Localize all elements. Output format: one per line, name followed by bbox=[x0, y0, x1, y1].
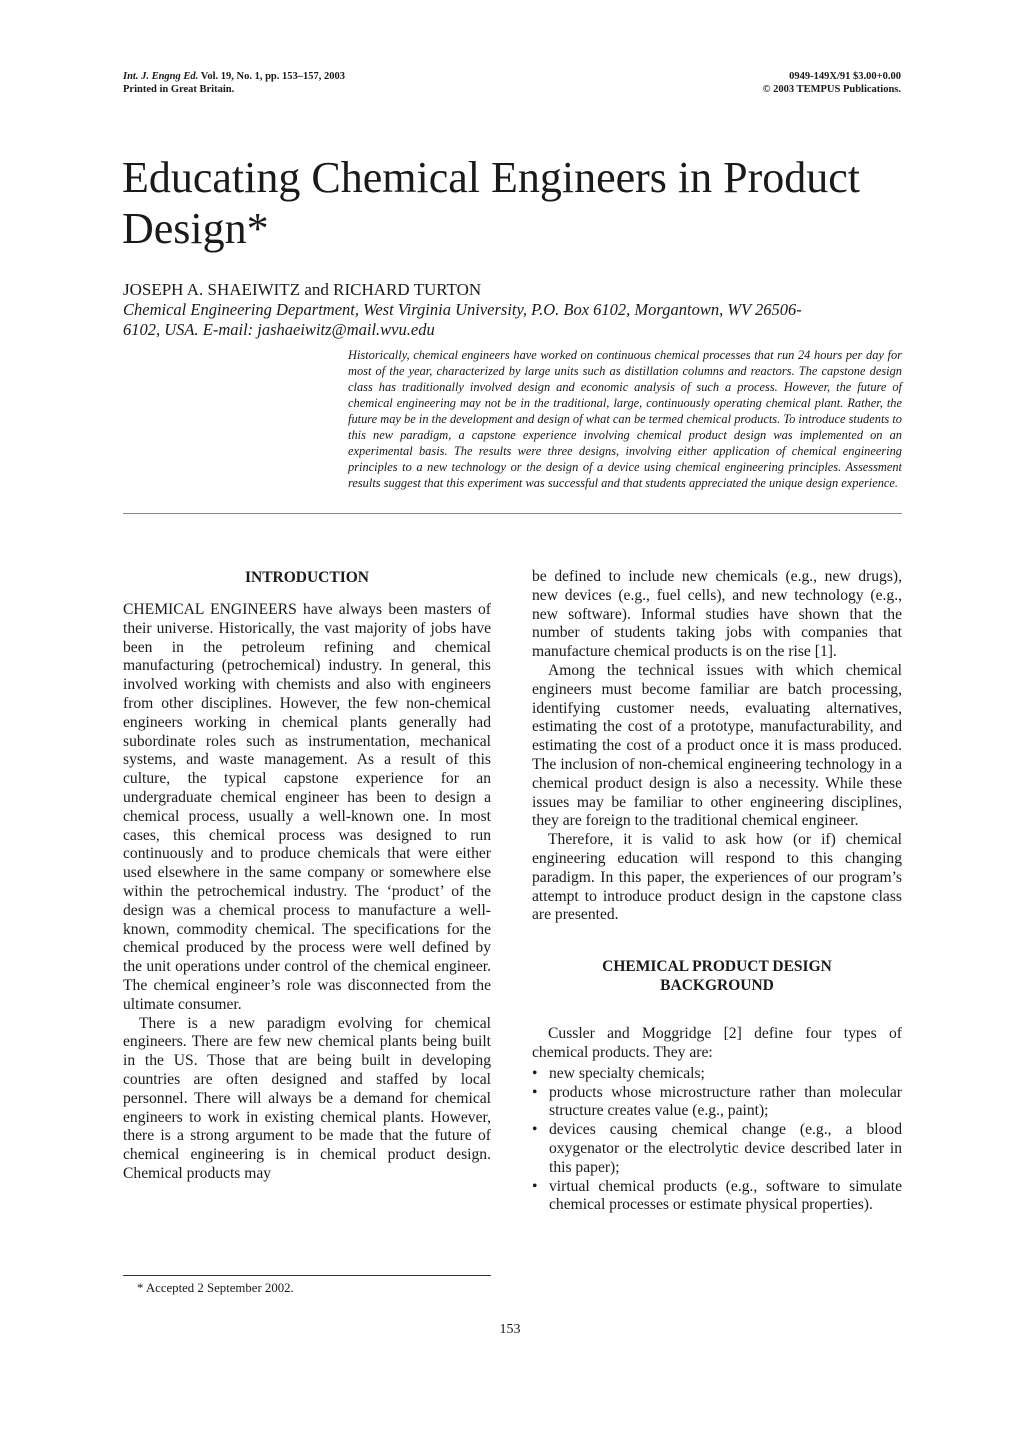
left-column bbox=[123, 568, 491, 1184]
body-paragraph: Among the technical issues with which chemical engineers must become familiar are batch processing, identifying customer needs, evaluating alternatives, estimating the cost of a prototype, manufacturability, and estimating the cost of a product once it is mass produced. The inclusion of non-chemical engineering technology in a chemical product design is also a necessity. While these issues may be familiar to other engineering disciplines, they are foreign to the traditional chemical engineer. bbox=[532, 661, 902, 830]
copyright-note: © 2003 TEMPUS Publications. bbox=[762, 84, 901, 95]
list-item bbox=[532, 1084, 902, 1122]
body-paragraph: be defined to include new chemicals (e.g., new drugs), new devices (e.g., fuel cells), and new technology (e.g., new software). Informal studies have shown that the number of students taking jobs with companies that manufacture chemical products is on the rise [1]. bbox=[532, 568, 902, 661]
list-item bbox=[532, 1065, 902, 1084]
section-heading-product-design bbox=[532, 957, 902, 995]
paper-title: Educating Chemical Engineers in Product Design* bbox=[122, 153, 861, 253]
price-code: 0949-149X/91 $3.00+0.00 bbox=[789, 71, 901, 82]
section-heading-line: CHEMICAL PRODUCT DESIGN bbox=[602, 958, 832, 976]
running-header-left bbox=[123, 70, 345, 96]
journal-name: Int. J. Engng Ed. bbox=[123, 71, 199, 82]
list-item bbox=[532, 1121, 902, 1177]
list-item-text: devices causing chemical change (e.g., a blood oxygenator or the electrolytic device described later in this paper); bbox=[549, 1121, 902, 1176]
author-names: JOSEPH A. SHAEIWITZ and RICHARD TURTON bbox=[123, 280, 482, 299]
list-item-text: new specialty chemicals; bbox=[549, 1064, 705, 1082]
bullet-icon: • bbox=[532, 1177, 538, 1195]
body-paragraph: Therefore, it is valid to ask how (or if) chemical engineering education will respond to this changing paradigm. In this paper, the experiences of our program’s attempt to introduce product design in the capstone class are presented. bbox=[532, 831, 902, 924]
list-item-text: products whose microstructure rather than molecular structure creates value (e.g., paint); bbox=[549, 1083, 902, 1120]
abstract-divider bbox=[123, 513, 902, 514]
footnote: * Accepted 2 September 2002. bbox=[137, 1281, 294, 1295]
running-header-right bbox=[763, 70, 901, 96]
intro-paragraph: There is a new paradigm evolving for chemical engineers. There are few new chemical plants being built in the US. Those that are being built in developing countries are often designed and staffed by local personnel. There will always be a demand for chemical engineers to work in existing chemical plants. However, there is a strong argument to be made that the future of chemical engineering is in chemical product design. Chemical products may bbox=[123, 1014, 491, 1182]
section-heading-introduction: INTRODUCTION bbox=[244, 569, 369, 586]
journal-citation bbox=[123, 70, 345, 83]
bullet-icon: • bbox=[532, 1121, 538, 1139]
section-heading-line: BACKGROUND bbox=[660, 977, 774, 995]
list-item-text: virtual chemical products (e.g., software to simulate chemical processes or estimate physical properties). bbox=[549, 1177, 902, 1214]
intro-paragraph: CHEMICAL ENGINEERS have always been masters of their universe. Historically, the vast majority of jobs have been in the petroleum refining and chemical manufacturing (petrochemical) industry. In general, this involved working with chemists and also with engineers from other disciplines. However, the few non-chemical engineers working in chemical plants generally had subordinate roles such as instrumentation, mechanical systems, and waste management. As a result of this culture, the typical capstone experience for an undergraduate chemical engineer has been to design a chemical process, usually a well-known one. In most cases, this chemical process was designed to run continuously and to produce chemicals that were either used elsewhere in the same company or somewhere else within the petrochemical industry. The ‘product’ of the design was a chemical process to manufacture a well-known, commodity chemical. The specifications for the chemical produced by the process were well defined by the unit operations under control of the chemical engineer. The chemical engineer’s role was disconnected from the ultimate consumer. bbox=[123, 601, 491, 1013]
abstract: Historically, chemical engineers have worked on continuous chemical processes that run 24 hours per day for most of the year, characterized by large units such as distillation columns and reactors. The capstone design class has traditionally involved design and economic analysis of such a process. However, the future of chemical engineering may not be in the traditional, large, continuously operating chemical plant. Rather, the future may be in the development and design of what can be termed chemical products. To introduce students to this new paradigm, a capstone experience involving chemical product design was implemented on an experimental basis. The results were three designs, involving either application of chemical engineering principles to a new technology or the design of a device using chemical engineering principles. Assessment results suggest that this experiment was successful and that students appreciated the unique design experience. bbox=[348, 348, 902, 490]
body-paragraph: Cussler and Moggridge [2] define four types of chemical products. They are: bbox=[532, 1025, 902, 1061]
journal-volume: Vol. 19, No. 1, pp. 153–157, 2003 bbox=[200, 71, 346, 82]
right-column bbox=[532, 568, 902, 1215]
bullet-icon: • bbox=[532, 1083, 538, 1101]
list-item bbox=[532, 1178, 902, 1216]
product-types-list bbox=[532, 1065, 902, 1215]
footnote-divider bbox=[123, 1275, 491, 1276]
page-number: 153 bbox=[499, 1322, 521, 1337]
printed-note: Printed in Great Britain. bbox=[123, 84, 235, 95]
author-affiliation: Chemical Engineering Department, West Virginia University, P.O. Box 6102, Morgantown, WV 26506-6102, USA. E-mail: jashaeiwitz@mail.wvu.edu bbox=[123, 300, 802, 339]
bullet-icon: • bbox=[532, 1064, 538, 1082]
